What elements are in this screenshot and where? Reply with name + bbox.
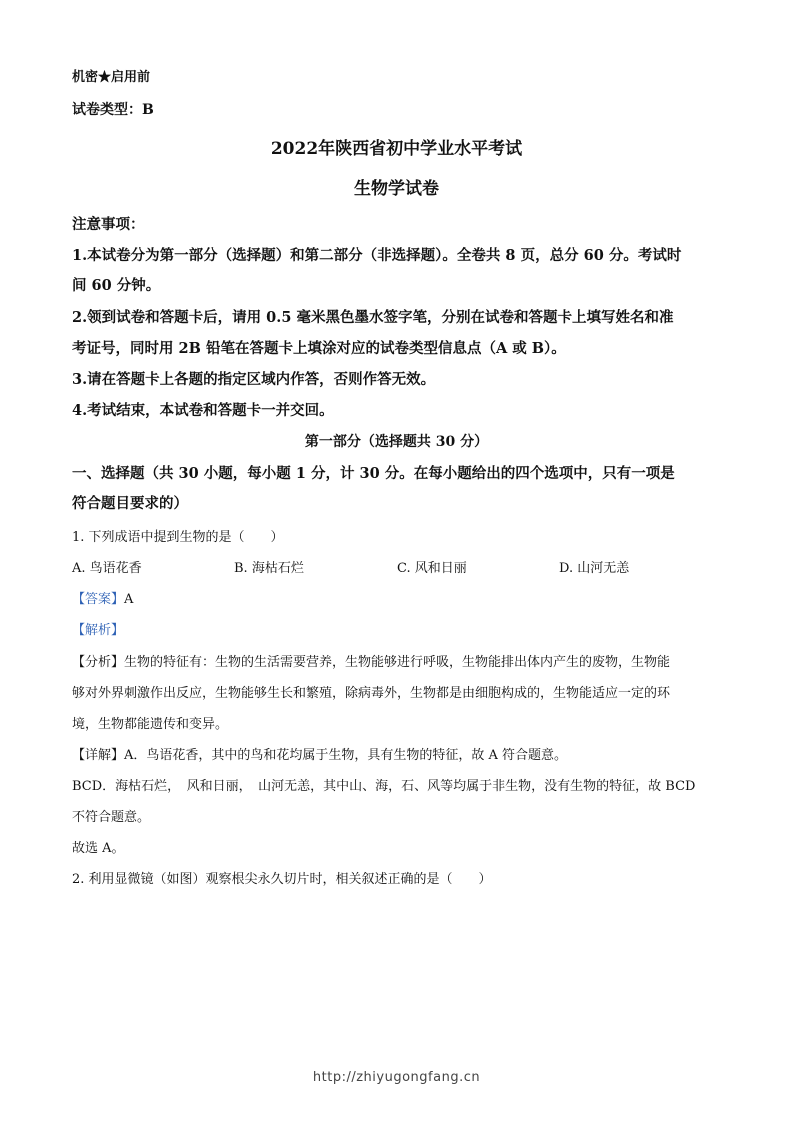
notice-item-2: 2.领到试卷和答题卡后，请用 0.5 毫米黑色墨水签字笔，分别在试卷和答题卡上填写姓名和准: [72, 309, 674, 326]
confidential-label: 机密★启用前: [72, 70, 151, 85]
notice-item-3: 3.请在答题卡上各题的指定区域内作答，否则作答无效。: [72, 371, 436, 388]
question-1-stem: 1. 下列成语中提到生物的是（ ）: [72, 530, 284, 545]
footer-url: http://zhiyugongfang.cn: [312, 1070, 481, 1085]
question-1-option-c: C. 风和日丽: [397, 561, 467, 576]
answer-line: [72, 588, 133, 607]
detail-text-1: A．鸟语花香，其中的鸟和花均属于生物，具有生物的特征，故 A 符合题意。: [124, 748, 568, 763]
answer-tag: 【答案】: [72, 592, 125, 607]
notice-item-1: 1.本试卷分为第一部分（选择题）和第二部分（非选择题）。全卷共 8 页，总分 60 分。考试时: [72, 247, 682, 264]
notice-item-1-cont: 间 60 分钟。: [72, 277, 161, 294]
notice-item-2-cont: 考证号，同时用 2B 铅笔在答题卡上填涂对应的试卷类型信息点（A 或 B）。: [72, 340, 566, 357]
fenxi-tag: 【分析】: [72, 655, 125, 670]
exam-title: 2022年陕西省初中学业水平考试: [270, 139, 523, 159]
question-2-stem: 2. 利用显微镜（如图）观察根尖永久切片时，相关叙述正确的是（ ）: [72, 872, 492, 887]
exam-subtitle: 生物学试卷: [354, 179, 439, 199]
question-1-option-b: B. 海枯石烂: [234, 561, 304, 576]
notice-heading: 注意事项：: [72, 216, 145, 233]
detail-line-1: [72, 744, 567, 763]
answer-value: A: [124, 592, 134, 607]
analysis-tag: 【解析】: [72, 623, 125, 638]
detail-tag: 【详解】: [72, 748, 125, 763]
question-1-option-a: A. 鸟语花香: [72, 561, 142, 576]
question-1-option-d: D. 山河无恙: [559, 561, 630, 576]
part1-heading: 第一部分（选择题共 30 分）: [304, 434, 489, 450]
detail-line-3: 不符合题意。: [72, 810, 151, 825]
detail-line-2: BCD．海枯石烂， 风和日丽， 山河无恙，其中山、海，石、风等均属于非生物，没有生物的特征，故 BCD: [72, 779, 696, 794]
notice-item-4: 4.考试结束，本试卷和答题卡一并交回。: [72, 402, 334, 419]
conclusion-line: 故选 A。: [72, 841, 125, 856]
fenxi-line-2: 够对外界刺激作出反应，生物能够生长和繁殖，除病毒外，生物都是由细胞构成的，生物能适应一定的环: [72, 686, 671, 701]
fenxi-text-1: 生物的特征有：生物的生活需要营养，生物能够进行呼吸，生物能排出体内产生的废物，生物能: [124, 655, 671, 670]
section-heading-cont: 符合题目要求的）: [72, 495, 188, 512]
paper-type-label: 试卷类型：B: [72, 102, 154, 118]
section-heading: 一、选择题（共 30 小题，每小题 1 分，计 30 分。在每小题给出的四个选项中，只有一项是: [72, 465, 675, 482]
fenxi-line-1: [72, 651, 670, 670]
fenxi-line-3: 境，生物都能遗传和变异。: [72, 717, 229, 732]
